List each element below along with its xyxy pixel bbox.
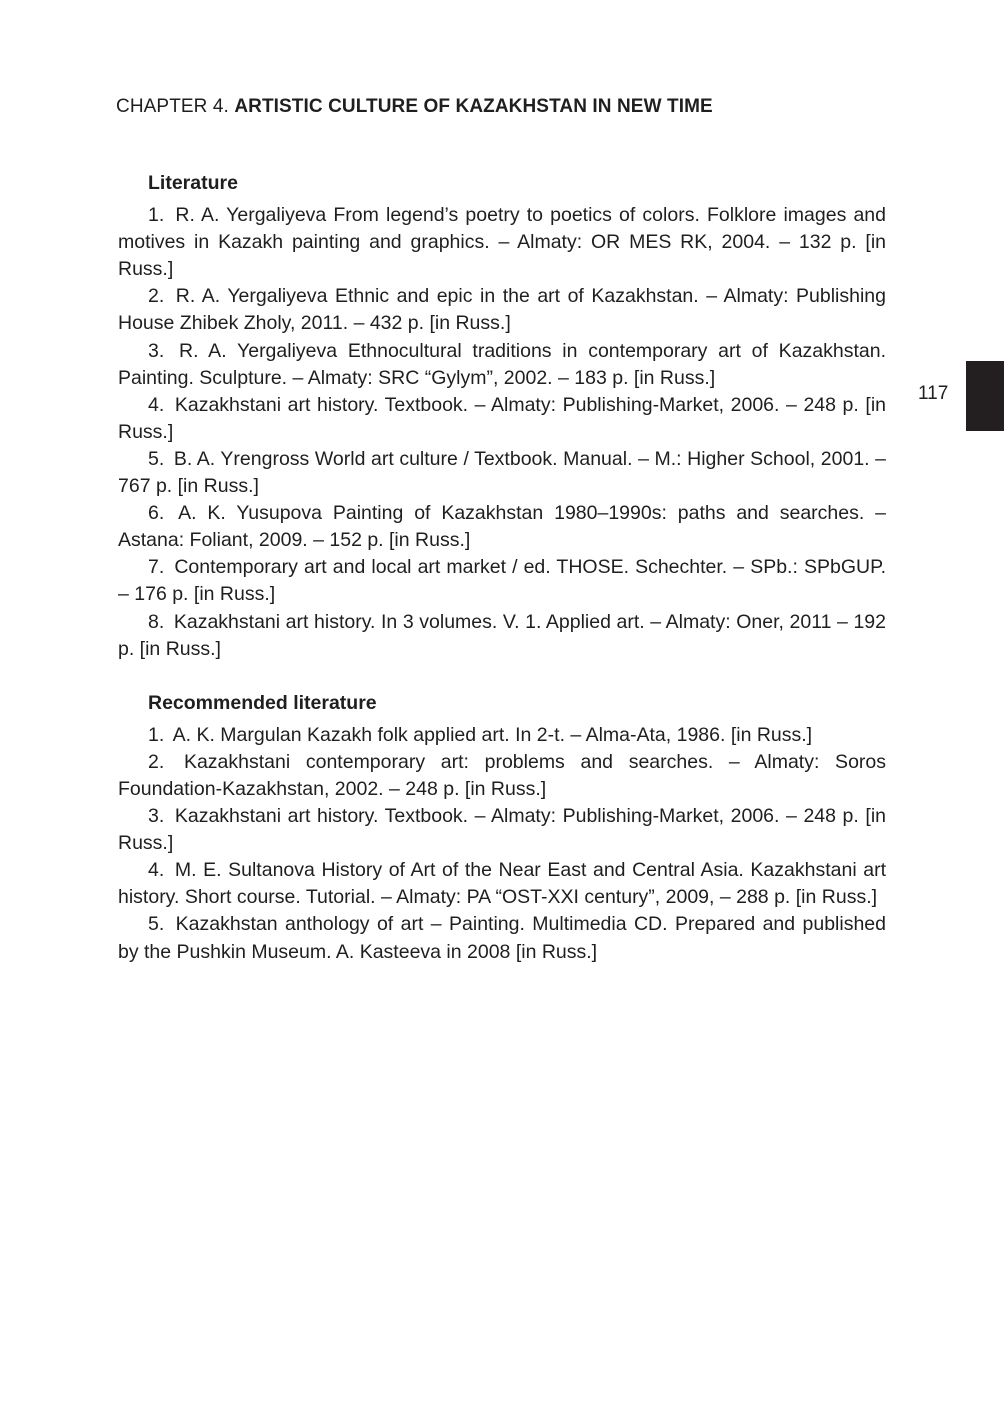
item-number: 1. <box>148 204 165 227</box>
list-item <box>118 392 886 446</box>
literature-list <box>118 202 886 663</box>
page-number: 117 <box>918 383 949 404</box>
item-number: 4. <box>148 393 165 416</box>
item-text: Kazakhstani contemporary art: problems and searches. – Almaty: Soros Foundation-Kazakhstan, 2002. – 248 p. [in Russ.] <box>118 750 886 800</box>
item-text: B. A. Yrengross World art culture / Textbook. Manual. – M.: Higher School, 2001. – 767 p. [in Russ.] <box>118 447 886 498</box>
main-content <box>118 170 886 966</box>
list-item <box>118 857 886 911</box>
list-item <box>118 749 886 803</box>
list-item <box>118 554 886 608</box>
item-number: 3. <box>148 805 165 828</box>
list-item <box>118 283 886 337</box>
item-text: Contemporary art and local art market / ed. THOSE. Schechter. – SPb.: SPbGUP. – 176 p. [in Russ.] <box>118 556 886 606</box>
item-text: Kazakhstani art history. Textbook. – Almaty: Publishing-Market, 2006. – 248 p. [in Russ.] <box>118 805 886 855</box>
item-text: Kazakhstani art history. Textbook. – Almaty: Publishing-Market, 2006. – 248 p. [in Russ.] <box>118 393 886 443</box>
item-number: 1. <box>148 723 165 746</box>
chapter-title: ARTISTIC CULTURE OF KAZAKHSTAN IN NEW TIME <box>234 96 713 117</box>
item-text: R. A. Yergaliyeva Ethnocultural traditions in contemporary art of Kazakhstan. Painting. Sculpture. – Almaty: SRC “Gylym”, 2002. – 183 p. [in Russ.] <box>118 339 886 389</box>
item-number: 5. <box>148 913 165 936</box>
item-text: R. A. Yergaliyeva Ethnic and epic in the art of Kazakhstan. – Almaty: Publishing House Zhibek Zholy, 2011. – 432 p. [in Russ.] <box>118 285 886 335</box>
item-number: 4. <box>148 859 165 882</box>
item-number: 3. <box>148 339 165 362</box>
item-number: 6. <box>148 502 165 525</box>
item-number: 7. <box>148 556 165 579</box>
recommended-list <box>118 722 886 966</box>
item-number: 2. <box>148 285 165 308</box>
section-spacer <box>118 663 886 690</box>
item-number: 2. <box>148 750 165 773</box>
list-item <box>118 202 886 283</box>
item-text: Kazakhstan anthology of art – Painting. Multimedia CD. Prepared and published by the Pushkin Museum. A. Kasteeva in 2008 [in Russ.] <box>118 913 886 963</box>
list-item <box>118 338 886 392</box>
item-text: R. A. Yergaliyeva From legend’s poetry to poetics of colors. Folklore images and motives in Kazakh painting and graphics. – Almaty: OR MES RK, 2004. – 132 p. [in Russ.] <box>118 204 886 281</box>
chapter-label: CHAPTER 4. <box>116 96 229 117</box>
list-item <box>118 722 886 749</box>
literature-heading: Literature <box>148 172 238 194</box>
list-item <box>118 446 886 500</box>
list-item <box>118 500 886 554</box>
item-text: M. E. Sultanova History of Art of the Near East and Central Asia. Kazakhstani art history. Short course. Tutorial. – Almaty: PA “OST-XXI century”, 2009, – 288 p. [in Russ.] <box>118 859 886 909</box>
item-number: 5. <box>148 447 165 470</box>
item-text: A. K. Yusupova Painting of Kazakhstan 1980–1990s: paths and searches. – Astana: Foliant, 2009. – 152 p. [in Russ.] <box>118 502 887 552</box>
item-text: A. K. Margulan Kazakh folk applied art. In 2-t. – Alma-Ata, 1986. [in Russ.] <box>172 723 813 746</box>
list-item <box>118 803 886 857</box>
item-number: 8. <box>148 610 165 633</box>
item-text: Kazakhstani art history. In 3 volumes. V. 1. Applied art. – Almaty: Oner, 2011 – 192 p. [in Russ.] <box>118 610 886 660</box>
page-edge-tab <box>966 361 1004 431</box>
recommended-heading: Recommended literature <box>148 691 377 714</box>
running-header <box>116 96 713 118</box>
list-item <box>118 609 886 663</box>
list-item <box>118 911 886 965</box>
